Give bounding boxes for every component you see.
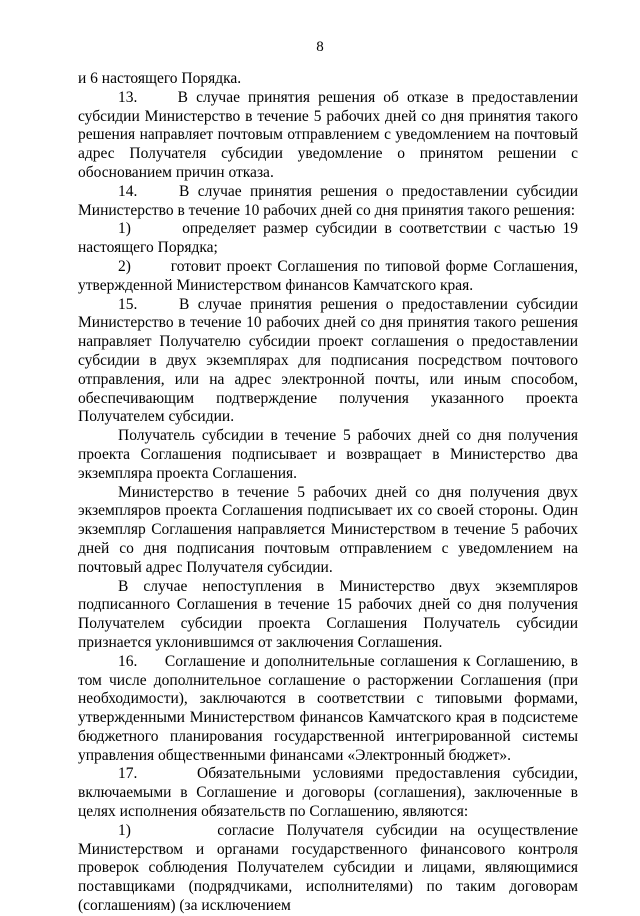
paragraph-14-item-1: 1) определяет размер субсидии в соответствии с частью 19 настоящего Порядка;	[78, 220, 578, 257]
paragraph-13: 13. В случае принятия решения об отказе в предоставлении субсидии Министерство в течение 5 рабочих дней со дня принятия такого решения направляет почтовым отправлением с уведомлением на почтовый адрес Получателя субсидии уведомление о принятом решении с обоснованием причин отказа.	[78, 88, 578, 181]
paragraph-14-item-2: 2) готовит проект Соглашения по типовой форме Соглашения, утвержденной Министерством финансов Камчатского края.	[78, 257, 578, 294]
paragraph-15-ministry: Министерство в течение 5 рабочих дней со дня получения двух экземпляров проекта Соглашения подписывает их со своей стороны. Один экземпляр Соглашения направляется Министерством в течение 5 рабочих дней со дня подписания почтовым отправлением с уведомлением на почтовый адрес Получателя субсидии.	[78, 483, 578, 576]
paragraph-17-item-1: 1) согласие Получателя субсидии на осуществление Министерством и органами государственного финансового контроля проверок соблюдения Получателем субсидии и лицами, являющимися поставщиками (подрядчиками, исполнителями) по таким договорам (соглашениям) (за исключением	[78, 821, 578, 915]
page-number: 8	[316, 39, 324, 55]
document-body	[78, 70, 578, 916]
paragraph-15-recipient: Получатель субсидии в течение 5 рабочих дней со дня получения проекта Соглашения подписывает и возвращает в Министерство два экземпляра проекта Соглашения.	[78, 427, 578, 482]
paragraph-17: 17. Обязательными условиями предоставления субсидии, включаемыми в Соглашение и договоры (соглашения), заключенные в целях исполнения обязательств по Соглашению, являются:	[78, 765, 578, 821]
paragraph-15-nonreceipt: В случае непоступления в Министерство двух экземпляров подписанного Соглашения в течение 15 рабочих дней со дня получения Получателем субсидии проекта Соглашения Получатель субсидии признается уклонившимся от заключения Соглашения.	[78, 577, 578, 651]
paragraph-15: 15. В случае принятия решения о предоставлении субсидии Министерство в течение 10 рабочих дней со дня принятия такого решения направляет Получателю субсидии проект соглашения о предоставлении субсидии в двух экземплярах для подписания посредством почтового отправления, или на адрес электронной почты, или иным способом, обеспечивающим подтверждение получения указанного проекта Получателем субсидии.	[78, 295, 578, 426]
paragraph-16: 16. Соглашение и дополнительные соглашения к Соглашению, в том числе дополнительное соглашение о расторжении Соглашения (при необходимости), заключаются в соответствии с типовыми формами, утвержденными Министерством финансов Камчатского края в подсистеме бюджетного планирования государственной интегрированной системы управления общественными финансами «Электронный бюджет».	[78, 652, 578, 764]
paragraph-14: 14. В случае принятия решения о предоставлении субсидии Министерство в течение 10 рабочих дней со дня принятия такого решения:	[78, 182, 578, 219]
paragraph-continuation: и 6 настоящего Порядка.	[78, 70, 242, 87]
